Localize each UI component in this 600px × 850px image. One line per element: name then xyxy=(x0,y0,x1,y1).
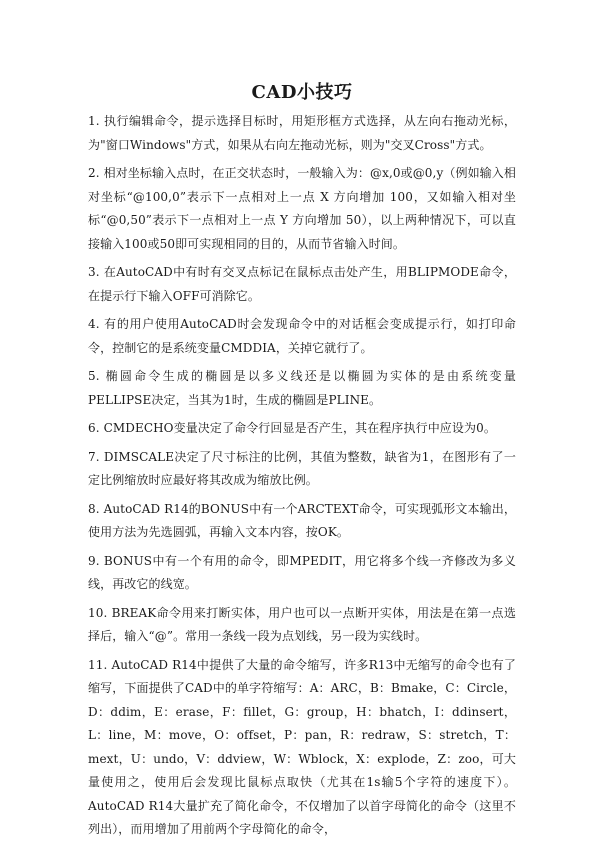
tip-paragraph-8: 8. AutoCAD R14的BONUS中有一个ARCTEXT命令，可实现弧形文本输出，使用方法为先选圆弧，再输入文本内容，按OK。 xyxy=(88,501,516,539)
tip-paragraph-4: 4. 有的用户使用AutoCAD时会发现命令中的对话框会变成提示行，如打印命令，控制它的是系统变量CMDDIA，关掉它就行了。 xyxy=(88,317,516,355)
tip-paragraph-2: 2. 相对坐标输入点时，在正交状态时，一般输入为：@x,0或@0,y（例如输入相对坐标“@100,0”表示下一点相对上一点 X 方向增加 100，又如输入相对坐标“@0,50”表示下一点相对上一点 Y 方向增加 50），以上两种情况下，可以直接输入100或50即可实现相同的目的，从而节省输入时间。 xyxy=(88,166,516,251)
tip-paragraph-3: 3. 在AutoCAD中有时有交叉点标记在鼠标点击处产生，用BLIPMODE命令，在提示行下输入OFF可消除它。 xyxy=(88,265,516,303)
tip-paragraph-7: 7. DIMSCALE决定了尺寸标注的比例，其值为整数，缺省为1，在图形有了一定比例缩放时应最好将其改成为缩放比例。 xyxy=(88,449,516,487)
page-title: CAD小技巧 xyxy=(251,82,353,103)
tip-paragraph-11: 11. AutoCAD R14中提供了大量的命令缩写，许多R13中无缩写的命令也有了缩写，下面提供了CAD中的单字符缩写：A：ARC，B：Bmake，C：Circle，D：ddim，E：erase，F：fillet，G：group，H：bhatch，I：ddinsert，L：line，M：move，O：offset，P：pan，R：redraw，S：stretch，T：mext，U：undo，V：ddview，W：Wblock，X：explode，Z：zoo，可大量使用之，使用后会发现比鼠标点取快（尤其在1s输5个字符的速度下）。AutoCAD R14大量扩充了简化命令，不仅增加了以首字母简化的命令（这里不列出），而用增加了用前两个字母简化的命令， xyxy=(88,657,516,836)
tip-paragraph-10: 10. BREAK命令用来打断实体，用户也可以一点断开实体，用法是在第一点选择后，输入“@”。常用一条线一段为点划线，另一段为实线时。 xyxy=(88,605,516,643)
tip-paragraph-5: 5. 椭圆命令生成的椭圆是以多义线还是以椭圆为实体的是由系统变量PELLIPSE决定，当其为1时，生成的椭圆是PLINE。 xyxy=(88,369,516,407)
tip-paragraph-6: 6. CMDECHO变量决定了命令行回显是否产生，其在程序执行中应设为0。 xyxy=(88,421,496,435)
tip-paragraph-9: 9. BONUS中有一个有用的命令，即MPEDIT，用它将多个线一齐修改为多义线，再改它的线宽。 xyxy=(88,553,516,591)
tip-paragraph-1: 1. 执行编辑命令，提示选择目标时，用矩形框方式选择，从左向右拖动光标，为"窗口Windows"方式，如果从右向左拖动光标，则为"交叉Cross"方式。 xyxy=(88,114,516,152)
